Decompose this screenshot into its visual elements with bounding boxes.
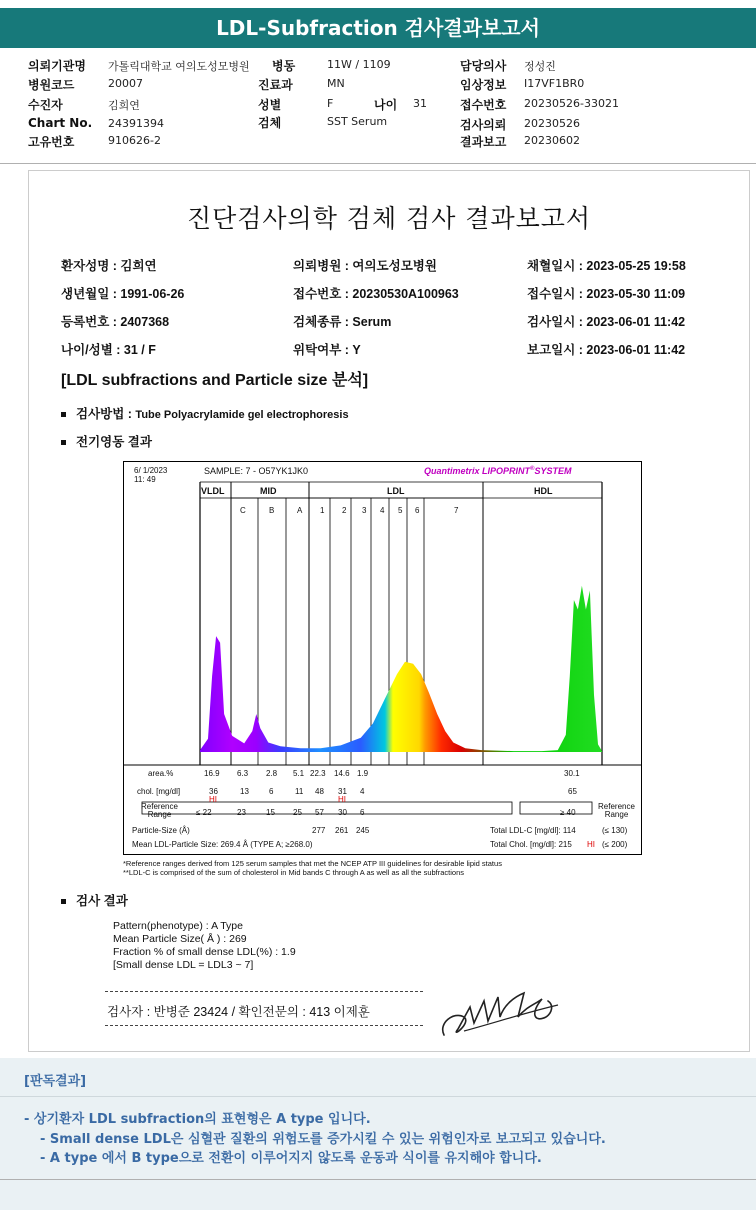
bullet-icon: [61, 899, 66, 904]
chol-value: 36: [209, 787, 218, 796]
header-label: 접수번호: [460, 98, 507, 112]
electro-label: 전기영동 결과: [76, 435, 152, 449]
reference-value: 25: [293, 808, 302, 817]
row-label-reference: Reference Range: [141, 802, 178, 819]
band-label: 4: [380, 506, 385, 515]
report-title: LDL-Subfraction 검사결과보고서: [216, 16, 540, 40]
reference-label-right: Reference Range: [598, 802, 635, 819]
section-title: [LDL subfractions and Particle size 분석]: [61, 372, 369, 389]
header-value: 20230526: [524, 117, 580, 130]
result-line: [Small dense LDL = LDL3 ~ 7]: [113, 959, 254, 971]
document-title: 진단검사의학 검체 검사 결과보고서: [186, 204, 592, 233]
chol-value: 4: [360, 787, 365, 796]
signature-rule: [105, 1025, 423, 1026]
header-label: 의뢰기관명: [28, 59, 86, 73]
band-label: 5: [398, 506, 403, 515]
interpretation-title: [판독결과]: [24, 1074, 87, 1089]
header-value: 24391394: [108, 117, 164, 130]
divider: [0, 1096, 756, 1097]
chol-value: 65: [568, 787, 577, 796]
header-value: I17VF1BR0: [524, 77, 585, 90]
header-label: 성별: [258, 98, 282, 112]
header-value: 20230526-33021: [524, 97, 619, 110]
divider: [0, 163, 756, 164]
particle-size-value: 245: [356, 826, 370, 835]
electrophoresis-chart: [123, 461, 642, 855]
bullet-icon: [61, 440, 66, 445]
total-ldl: Total LDL-C [mg/dl]: 114: [490, 826, 576, 835]
patient-info: 의뢰병원 : 여의도성모병원: [293, 259, 437, 273]
header-value: MN: [327, 77, 345, 90]
group-label-vldl: VLDL: [201, 486, 225, 496]
band-label: A: [297, 506, 303, 515]
result-label: 검사 결과: [76, 894, 128, 908]
mean-ldl-particle-size: Mean LDL-Particle Size: 269.4 Å (TYPE A; ≥268.0): [132, 840, 313, 849]
area-value: 5.1: [293, 769, 305, 778]
group-label-mid: MID: [260, 486, 277, 496]
header-label: 고유번호: [28, 135, 75, 149]
area-value: 6.3: [237, 769, 249, 778]
area-value: 30.1: [564, 769, 580, 778]
chol-value: 48: [315, 787, 324, 796]
row-label-area: area.%: [148, 769, 174, 778]
row-label-chol: chol. [mg/dl]: [137, 787, 181, 796]
header-label: 병원코드: [28, 78, 75, 92]
patient-info: 접수일시 : 2023-05-30 11:09: [527, 287, 686, 301]
header-label: 임상정보: [460, 78, 507, 92]
reference-value: ≤ 22: [196, 808, 212, 817]
hi-flag: HI: [209, 795, 217, 804]
header-label: 검체: [258, 116, 282, 130]
header-value: 910626-2: [108, 134, 161, 147]
patient-info: 보고일시 : 2023-06-01 11:42: [527, 343, 686, 357]
report-document: [28, 170, 750, 1052]
interpretation-line: - Small dense LDL은 심혈관 질환의 위험도를 증가시킬 수 있는 위험인자로 보고되고 있습니다.: [40, 1132, 606, 1147]
reference-value: 57: [315, 808, 324, 817]
header-value: 31: [413, 97, 427, 110]
footnote: *Reference ranges derived from 125 serum samples that met the NCEP ATP III guidelines for desirable lipid status: [123, 859, 502, 868]
header-label: 담당의사: [460, 59, 507, 73]
row-label-particle-size: Particle-Size (Å): [132, 826, 190, 835]
patient-info: 접수번호 : 20230530A100963: [293, 287, 459, 301]
reference-value: 6: [360, 808, 365, 817]
report-title-bar: [0, 8, 756, 48]
header-value: F: [327, 97, 334, 110]
handwritten-signature: [434, 983, 562, 1047]
chart-date: 6/ 1/2023: [134, 466, 168, 475]
chart-svg: [124, 462, 641, 854]
header-value: 김희연: [108, 99, 140, 112]
band-label: B: [269, 506, 275, 515]
header-value: 정성진: [524, 60, 556, 73]
band-label: 7: [454, 506, 459, 515]
electro-bullet: [61, 432, 152, 450]
chol-value: 11: [295, 787, 304, 796]
header-label: Chart No.: [28, 116, 93, 130]
total-chol: Total Chol. [mg/dl]: 215: [490, 840, 572, 849]
header-label: 수진자: [28, 98, 63, 112]
hi-flag: HI: [587, 840, 595, 849]
header-label: 검사의뢰: [460, 118, 507, 132]
header-label: 결과보고: [460, 135, 507, 149]
band-label: 6: [415, 506, 420, 515]
total-ldl-ref: (≤ 130): [602, 826, 628, 835]
patient-info: 위탁여부 : Y: [293, 343, 361, 357]
particle-size-value: 261: [335, 826, 349, 835]
patient-info: 채혈일시 : 2023-05-25 19:58: [527, 259, 686, 273]
header-label: 나이: [374, 98, 398, 112]
result-line: Pattern(phenotype) : A Type: [113, 920, 243, 932]
area-value: 22.3: [310, 769, 326, 778]
area-value: 1.9: [357, 769, 369, 778]
area-value: 14.6: [334, 769, 350, 778]
patient-info: 생년월일 : 1991-06-26: [61, 287, 185, 301]
result-line: Mean Particle Size( Å ) : 269: [113, 933, 247, 945]
result-line: Fraction % of small dense LDL(%) : 1.9: [113, 946, 296, 958]
group-label-hdl: HDL: [534, 486, 553, 496]
header-info: [0, 48, 756, 160]
header-value: 11W / 1109: [327, 58, 391, 71]
patient-info: 환자성명 : 김희연: [61, 259, 157, 273]
method-bullet: [61, 404, 349, 422]
chart-brand: [424, 466, 571, 476]
hi-flag: HI: [338, 795, 346, 804]
profile-area: [200, 586, 602, 752]
patient-info: 검사일시 : 2023-06-01 11:42: [527, 315, 686, 329]
band-label: 1: [320, 506, 325, 515]
chart-brand-reg: ®: [530, 466, 535, 472]
total-chol-ref: (≤ 200): [602, 840, 628, 849]
area-value: 2.8: [266, 769, 278, 778]
header-label: 진료과: [258, 78, 293, 92]
reference-value: 23: [237, 808, 246, 817]
reference-box: [520, 802, 592, 814]
header-label: 병동: [272, 59, 296, 73]
patient-info: 나이/성별 : 31 / F: [61, 343, 156, 357]
method-label: 검사방법 :: [76, 407, 136, 421]
band-label: C: [240, 506, 246, 515]
reference-value: ≥ 40: [560, 808, 576, 817]
patient-info: 등록번호 : 2407368: [61, 315, 170, 329]
chol-value: 31: [338, 787, 347, 796]
header-value: 20007: [108, 77, 143, 90]
band-label: 2: [342, 506, 347, 515]
signature-rule: [105, 991, 423, 992]
chart-brand-suffix: SYSTEM: [534, 466, 572, 476]
result-bullet: [61, 891, 128, 909]
chart-sample: SAMPLE: 7 - O57YK1JK0: [204, 466, 309, 476]
chart-time: 11: 49: [134, 475, 156, 484]
chol-value: 13: [240, 787, 249, 796]
group-label-ldl: LDL: [387, 486, 405, 496]
particle-size-value: 277: [312, 826, 326, 835]
header-value: SST Serum: [327, 115, 388, 128]
footnote: **LDL-C is comprised of the sum of cholesterol in Mid bands C through A as well as all the subfractions: [123, 868, 465, 877]
reference-value: 15: [266, 808, 275, 817]
band-label: 3: [362, 506, 367, 515]
signature-text: 검사자 : 반병준 23424 / 확인전문의 : 413 이제훈: [107, 1005, 370, 1019]
interpretation-panel: [0, 1058, 756, 1210]
divider: [0, 1179, 756, 1180]
patient-info: 검체종류 : Serum: [293, 315, 392, 329]
header-value: 가톨릭대학교 여의도성모병원: [108, 60, 250, 73]
reference-value: 30: [338, 808, 347, 817]
interpretation-line: - A type 에서 B type으로 전환이 이루어지지 않도록 운동과 식이를 유지해야 합니다.: [40, 1151, 542, 1166]
bullet-icon: [61, 412, 66, 417]
chol-value: 6: [269, 787, 274, 796]
chart-brand-name: Quantimetrix LIPOPRINT: [424, 466, 531, 476]
area-value: 16.9: [204, 769, 220, 778]
method-value: Tube Polyacrylamide gel electrophoresis: [135, 409, 349, 421]
header-value: 20230602: [524, 134, 580, 147]
interpretation-line: - 상기환자 LDL subfraction의 표현형은 A type 입니다.: [24, 1112, 371, 1127]
